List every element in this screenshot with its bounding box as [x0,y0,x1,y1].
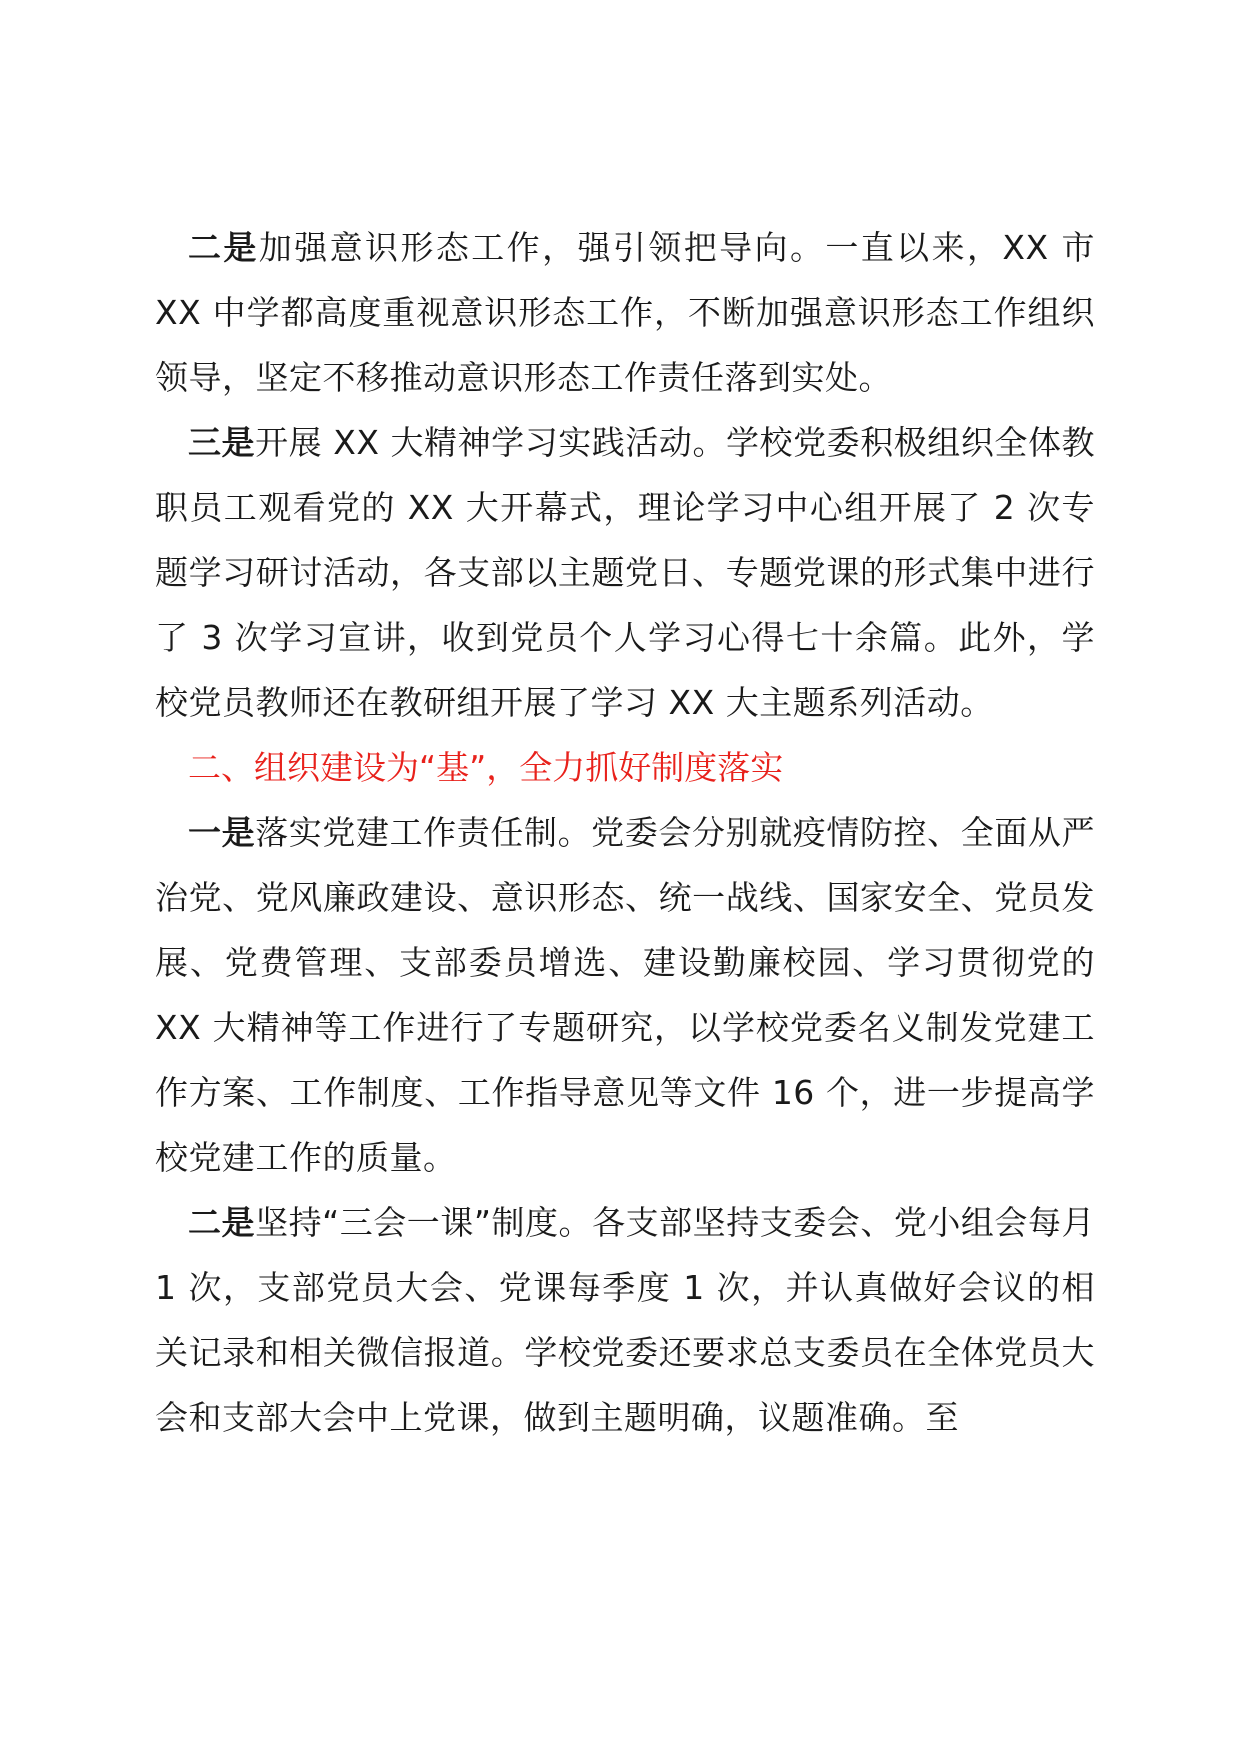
paragraph-ideology-work [155,215,1095,410]
paragraph-responsibility-system [155,800,1095,1190]
paragraph-text: 坚持“三会一课”制度。各支部坚持支委会、党小组会每月 1 次，支部党员大会、党课每季度 1 次，并认真做好会议的相关记录和相关微信报道。学校党委还要求总支委员在全体党员大会和支部大会中上党课，做到主题明确，议题准确。至 [155,1203,1095,1437]
paragraph-lead: 二是 [188,1203,256,1242]
paragraph-lead: 三是 [188,423,256,462]
document-page [155,215,1095,1450]
paragraph-lead: 一是 [188,813,256,852]
paragraph-text: 加强意识形态工作，强引领把导向。一直以来，XX 市 XX 中学都高度重视意识形态工作，不断加强意识形态工作组织领导，坚定不移推动意识形态工作责任落到实处。 [155,228,1095,397]
paragraph-study-activities [155,410,1095,735]
paragraph-text: 开展 XX 大精神学习实践活动。学校党委积极组织全体教职员工观看党的 XX 大开幕式，理论学习中心组开展了 2 次专题学习研讨活动，各支部以主题党日、专题党课的形式集中进行了 3 次学习宣讲，收到党员个人学习心得七十余篇。此外，学校党员教师还在教研组开展了学习 XX 大主题系列活动。 [155,423,1095,722]
paragraph-lead: 二是 [188,228,259,267]
section-heading: 二、组织建设为“基”，全力抓好制度落实 [188,748,784,787]
paragraph-text: 落实党建工作责任制。党委会分别就疫情防控、全面从严治党、党风廉政建设、意识形态、统一战线、国家安全、党员发展、党费管理、支部委员增选、建设勤廉校园、学习贯彻党的 XX 大精神等工作进行了专题研究，以学校党委名义制发党建工作方案、工作制度、工作指导意见等文件 16 个，进一步提高学校党建工作的质量。 [155,813,1096,1177]
paragraph-three-meetings [155,1190,1095,1450]
